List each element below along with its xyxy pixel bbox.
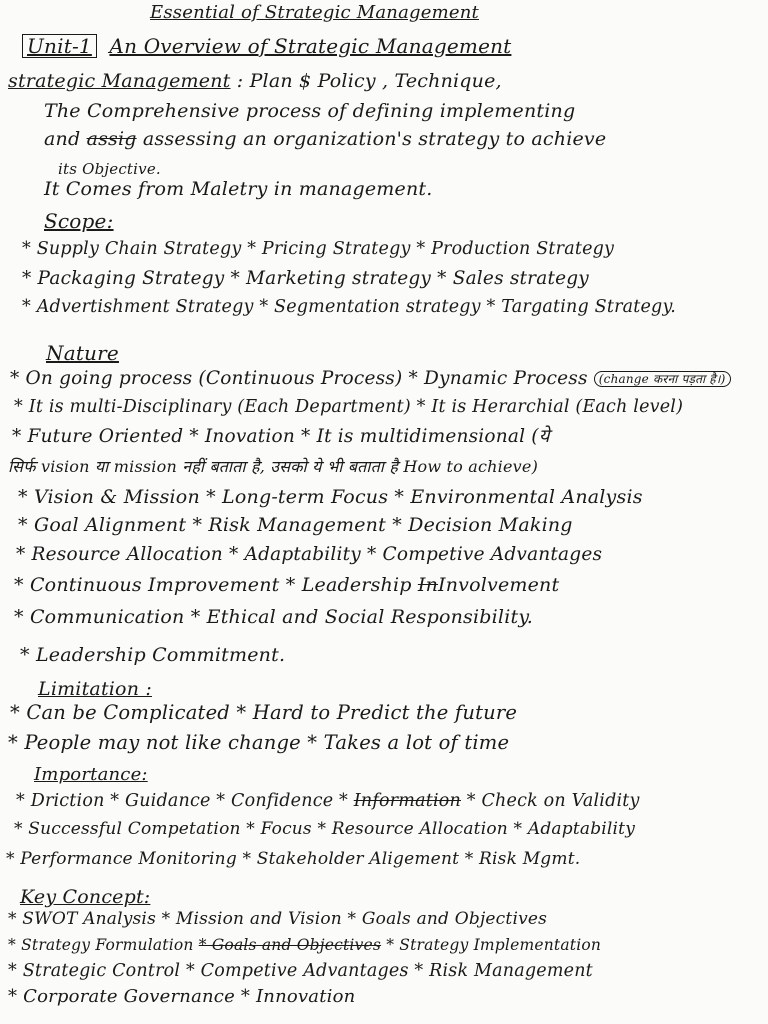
nature-heading: Nature [46, 341, 119, 365]
key-concept-line-2-rest: * Strategy Implementation [386, 936, 602, 954]
nature-line-1-note: (change करना पड़ता है।) [594, 371, 731, 387]
importance-heading: Importance: [34, 764, 148, 785]
scope-heading: Scope: [44, 209, 114, 233]
definition-line-3: its Objective. [58, 160, 161, 178]
nature-line-1-text: * On going process (Continuous Process) * Dynamic Process [10, 368, 588, 389]
limitation-heading: Limitation : [38, 678, 152, 700]
nature-line-8-lead: * Continuous Improvement * Leadership [14, 574, 412, 596]
page-title: Essential of Strategic Management [150, 2, 479, 23]
scope-line-2: * Packaging Strategy * Marketing strategy * Sales strategy [22, 268, 589, 289]
nature-line-9: * Communication * Ethical and Social Responsibility. [14, 606, 533, 628]
key-concept-line-4: * Corporate Governance * Innovation [8, 986, 356, 1007]
nature-line-7: * Resource Allocation * Adaptability * Competive Advantages [16, 544, 603, 565]
unit-title: An Overview of Strategic Management [109, 34, 512, 58]
key-concept-line-2 [8, 934, 601, 956]
importance-line-1-struck: Information [353, 791, 461, 811]
nature-line-10: * Leadership Commitment. [20, 644, 286, 666]
definition-term-line [8, 70, 502, 92]
key-concept-line-2-struck: * Goals and Objectives [198, 936, 382, 954]
nature-line-2: * It is multi-Disciplinary (Each Department) * It is Herarchial (Each level) [14, 397, 684, 417]
key-concept-heading: Key Concept: [20, 886, 151, 908]
importance-line-1-rest: * Check on Validity [466, 791, 640, 811]
nature-line-8-rest: Involvement [438, 574, 560, 596]
nature-line-8 [14, 574, 559, 596]
definition-line-2 [44, 128, 606, 150]
nature-line-6: * Goal Alignment * Risk Management * Decision Making [18, 514, 573, 536]
definition-line-2-struck: assig [86, 128, 137, 150]
definition-line-2-rest: assessing an organization's strategy to achieve [142, 128, 607, 150]
importance-line-1-lead: * Driction * Guidance * Confidence * [16, 791, 348, 811]
definition-line-4: It Comes from Maletry in management. [44, 178, 433, 200]
limitation-line-2: * People may not like change * Takes a lot of time [8, 731, 510, 754]
nature-line-1 [10, 368, 731, 390]
definition-line-2-lead: and [44, 128, 81, 150]
nature-line-4: सिर्फ vision या mission नहीं बताता है, उसको ये भी बताता है How to achieve) [8, 457, 539, 476]
scope-line-1: * Supply Chain Strategy * Pricing Strategy * Production Strategy [22, 239, 615, 259]
definition-term: strategic Management [8, 70, 231, 92]
scope-line-3: * Advertishment Strategy * Segmentation strategy * Targating Strategy. [22, 297, 676, 317]
unit-label: Unit-1 [22, 34, 97, 58]
key-concept-line-3: * Strategic Control * Competive Advantages * Risk Management [8, 961, 593, 981]
nature-line-8-struck: In [417, 574, 439, 596]
unit-heading [22, 34, 511, 58]
importance-line-2: * Successful Competation * Focus * Resource Allocation * Adaptability [14, 819, 636, 839]
key-concept-line-1: * SWOT Analysis * Mission and Vision * Goals and Objectives [8, 909, 548, 929]
importance-line-3: * Performance Monitoring * Stakeholder Aligement * Risk Mgmt. [6, 849, 581, 869]
definition-line-1: The Comprehensive process of defining implementing [44, 100, 576, 122]
nature-line-3: * Future Oriented * Inovation * It is multidimensional (ये [12, 426, 550, 447]
importance-line-1 [16, 790, 640, 812]
limitation-line-1: * Can be Complicated * Hard to Predict the future [10, 701, 518, 724]
key-concept-line-2-lead: * Strategy Formulation [8, 936, 194, 954]
nature-line-5: * Vision & Mission * Long-term Focus * Environmental Analysis [18, 486, 643, 508]
definition-keywords: : Plan $ Policy , Technique, [236, 70, 502, 92]
